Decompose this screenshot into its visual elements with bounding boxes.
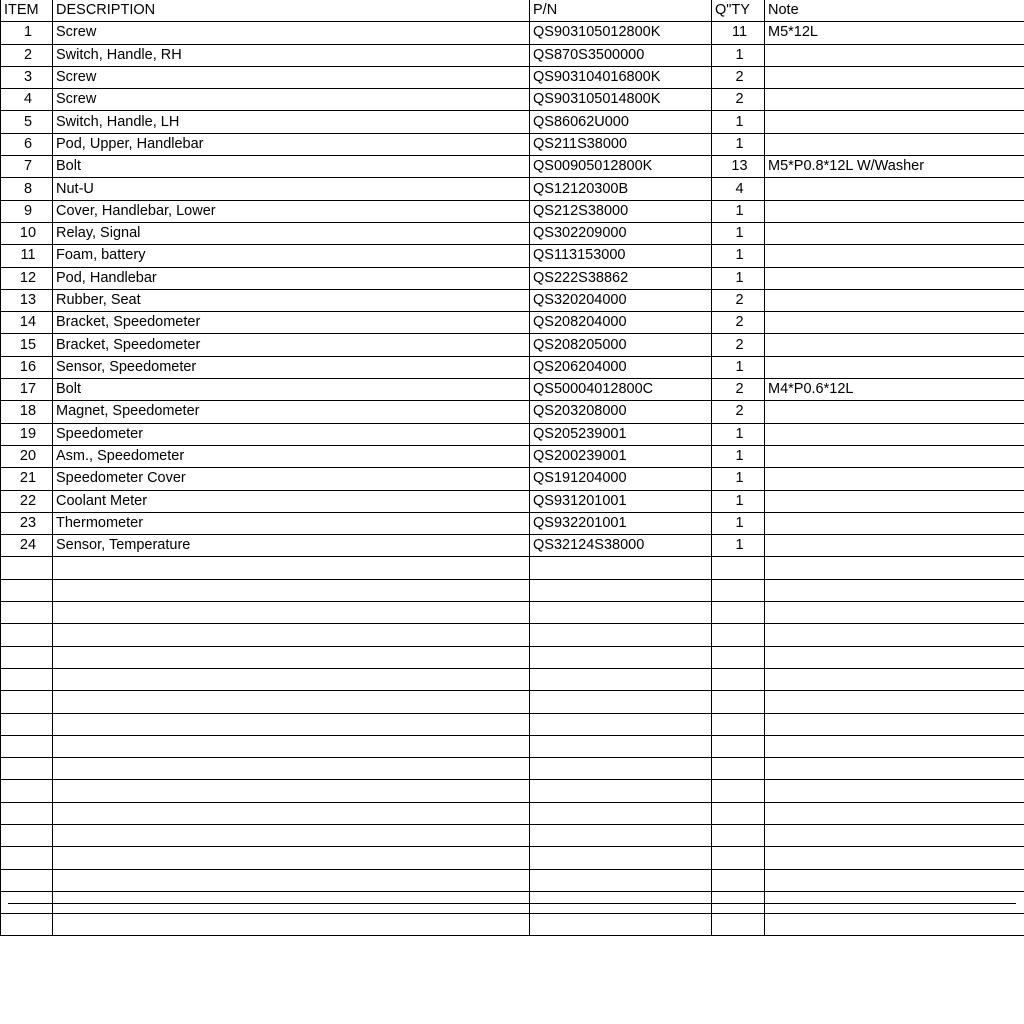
cell-empty: [765, 869, 1024, 891]
table-row: [1, 445, 1024, 467]
cell-empty: [712, 713, 765, 735]
cell-item: 13: [1, 289, 53, 311]
cell-empty: [712, 869, 765, 891]
cell-empty: [765, 579, 1024, 601]
cell-qty: 1: [712, 222, 765, 244]
cell-item: 16: [1, 356, 53, 378]
cell-qty: 2: [712, 401, 765, 423]
cell-pn: QS903105012800K: [530, 22, 712, 44]
cell-description: Magnet, Speedometer: [53, 401, 530, 423]
cell-qty: 2: [712, 289, 765, 311]
cell-empty: [530, 646, 712, 668]
cell-empty: [53, 579, 530, 601]
table-row: [1, 156, 1024, 178]
cell-pn: QS208204000: [530, 312, 712, 334]
table-header-row: [1, 0, 1024, 22]
cell-qty: 1: [712, 490, 765, 512]
cell-empty: [1, 579, 53, 601]
cell-note: [765, 200, 1024, 222]
cell-empty: [1, 824, 53, 846]
cell-note: M5*12L: [765, 22, 1024, 44]
cell-empty: [712, 914, 765, 936]
cell-empty: [53, 602, 530, 624]
cell-description: Bracket, Speedometer: [53, 312, 530, 334]
cell-description: Cover, Handlebar, Lower: [53, 200, 530, 222]
cell-note: [765, 89, 1024, 111]
cell-empty: [530, 914, 712, 936]
cell-empty: [530, 824, 712, 846]
cell-empty: [53, 557, 530, 579]
cell-item: 5: [1, 111, 53, 133]
table-row: [1, 512, 1024, 534]
cell-note: [765, 423, 1024, 445]
table-row: [1, 401, 1024, 423]
cell-empty: [712, 579, 765, 601]
cell-description: Sensor, Speedometer: [53, 356, 530, 378]
cell-empty: [1, 668, 53, 690]
cell-description: Pod, Upper, Handlebar: [53, 133, 530, 155]
table-row: [1, 289, 1024, 311]
table-row: [1, 379, 1024, 401]
cell-pn: QS50004012800C: [530, 379, 712, 401]
column-header-pn: P/N: [530, 0, 712, 22]
cell-empty: [712, 758, 765, 780]
cell-empty: [1, 780, 53, 802]
cell-empty: [1, 557, 53, 579]
cell-description: Sensor, Temperature: [53, 535, 530, 557]
cell-empty: [1, 624, 53, 646]
cell-empty: [765, 646, 1024, 668]
cell-description: Asm., Speedometer: [53, 445, 530, 467]
table-row-empty: [1, 780, 1024, 802]
cell-qty: 1: [712, 535, 765, 557]
cell-note: [765, 535, 1024, 557]
cell-empty: [712, 602, 765, 624]
cell-description: Screw: [53, 66, 530, 88]
cell-pn: QS205239001: [530, 423, 712, 445]
table-row: [1, 133, 1024, 155]
cell-empty: [1, 713, 53, 735]
cell-item: 23: [1, 512, 53, 534]
cell-empty: [53, 646, 530, 668]
cell-qty: 4: [712, 178, 765, 200]
cell-note: [765, 312, 1024, 334]
cell-empty: [1, 691, 53, 713]
cell-empty: [712, 557, 765, 579]
cell-empty: [712, 624, 765, 646]
table-row: [1, 490, 1024, 512]
cell-pn: QS113153000: [530, 245, 712, 267]
column-header-note: Note: [765, 0, 1024, 22]
table-row-empty: [1, 579, 1024, 601]
table-row: [1, 267, 1024, 289]
cell-note: [765, 133, 1024, 155]
cell-item: 22: [1, 490, 53, 512]
cell-description: Rubber, Seat: [53, 289, 530, 311]
cell-qty: 1: [712, 356, 765, 378]
cell-empty: [712, 802, 765, 824]
cell-empty: [765, 824, 1024, 846]
cell-item: 4: [1, 89, 53, 111]
cell-description: Thermometer: [53, 512, 530, 534]
cell-empty: [530, 735, 712, 757]
table-row-empty: [1, 691, 1024, 713]
cell-item: 17: [1, 379, 53, 401]
cell-item: 24: [1, 535, 53, 557]
cell-empty: [712, 780, 765, 802]
cell-qty: 1: [712, 245, 765, 267]
cell-empty: [53, 802, 530, 824]
cell-pn: QS191204000: [530, 468, 712, 490]
cell-empty: [530, 758, 712, 780]
cell-item: 11: [1, 245, 53, 267]
cell-item: 18: [1, 401, 53, 423]
cell-empty: [1, 869, 53, 891]
table-row-empty: [1, 646, 1024, 668]
cell-note: [765, 66, 1024, 88]
cell-empty: [530, 780, 712, 802]
cell-empty: [53, 780, 530, 802]
cell-empty: [765, 602, 1024, 624]
cell-empty: [765, 557, 1024, 579]
cell-empty: [1, 847, 53, 869]
table-row: [1, 245, 1024, 267]
cell-note: M4*P0.6*12L: [765, 379, 1024, 401]
cell-empty: [765, 802, 1024, 824]
cell-qty: 1: [712, 111, 765, 133]
cell-qty: 2: [712, 66, 765, 88]
cell-description: Pod, Handlebar: [53, 267, 530, 289]
table-row-empty: [1, 624, 1024, 646]
cell-qty: 1: [712, 267, 765, 289]
cell-description: Relay, Signal: [53, 222, 530, 244]
cell-pn: QS903105014800K: [530, 89, 712, 111]
cell-item: 7: [1, 156, 53, 178]
cell-description: Switch, Handle, LH: [53, 111, 530, 133]
table-row: [1, 200, 1024, 222]
table-row: [1, 22, 1024, 44]
cell-pn: QS931201001: [530, 490, 712, 512]
cell-item: 14: [1, 312, 53, 334]
cell-qty: 1: [712, 44, 765, 66]
cell-note: [765, 401, 1024, 423]
cell-empty: [530, 713, 712, 735]
cell-pn: QS200239001: [530, 445, 712, 467]
cell-empty: [712, 691, 765, 713]
table-row-empty: [1, 602, 1024, 624]
cell-item: 3: [1, 66, 53, 88]
cell-item: 20: [1, 445, 53, 467]
cell-qty: 1: [712, 200, 765, 222]
cell-empty: [1, 646, 53, 668]
cell-description: Speedometer Cover: [53, 468, 530, 490]
cell-description: Bolt: [53, 156, 530, 178]
cell-empty: [530, 579, 712, 601]
cell-empty: [765, 668, 1024, 690]
cell-empty: [53, 624, 530, 646]
cell-description: Screw: [53, 89, 530, 111]
cell-empty: [530, 802, 712, 824]
cell-note: [765, 222, 1024, 244]
cell-note: [765, 245, 1024, 267]
cell-empty: [530, 691, 712, 713]
cell-pn: QS211S38000: [530, 133, 712, 155]
cell-empty: [765, 847, 1024, 869]
table-row: [1, 535, 1024, 557]
cell-note: [765, 334, 1024, 356]
cell-empty: [53, 914, 530, 936]
cell-pn: QS208205000: [530, 334, 712, 356]
cell-item: 9: [1, 200, 53, 222]
cell-empty: [530, 869, 712, 891]
column-header-qty: Q"TY: [712, 0, 765, 22]
cell-empty: [765, 914, 1024, 936]
cell-empty: [530, 624, 712, 646]
table-row: [1, 111, 1024, 133]
cell-item: 6: [1, 133, 53, 155]
column-header-item: ITEM: [1, 0, 53, 22]
cell-item: 10: [1, 222, 53, 244]
cell-item: 1: [1, 22, 53, 44]
cell-qty: 11: [712, 22, 765, 44]
cell-empty: [53, 824, 530, 846]
cell-qty: 1: [712, 468, 765, 490]
cell-note: M5*P0.8*12L W/Washer: [765, 156, 1024, 178]
cell-description: Bracket, Speedometer: [53, 334, 530, 356]
cell-qty: 1: [712, 133, 765, 155]
cell-qty: 1: [712, 423, 765, 445]
cell-empty: [53, 869, 530, 891]
cell-note: [765, 267, 1024, 289]
table-row: [1, 423, 1024, 445]
table-row-empty: [1, 802, 1024, 824]
cell-empty: [53, 691, 530, 713]
cell-empty: [712, 824, 765, 846]
cell-description: Bolt: [53, 379, 530, 401]
cell-empty: [765, 691, 1024, 713]
cell-empty: [765, 780, 1024, 802]
cell-empty: [765, 735, 1024, 757]
cell-pn: QS00905012800K: [530, 156, 712, 178]
cell-pn: QS932201001: [530, 512, 712, 534]
cell-empty: [1, 758, 53, 780]
cell-pn: QS32124S38000: [530, 535, 712, 557]
cell-empty: [53, 735, 530, 757]
table-row-empty: [1, 914, 1024, 936]
cell-empty: [712, 735, 765, 757]
table-row-empty: [1, 824, 1024, 846]
cell-empty: [1, 914, 53, 936]
cell-empty: [530, 668, 712, 690]
table-row: [1, 44, 1024, 66]
table-row-empty: [1, 713, 1024, 735]
cell-description: Speedometer: [53, 423, 530, 445]
table-row-empty: [1, 758, 1024, 780]
cell-pn: QS302209000: [530, 222, 712, 244]
cell-item: 15: [1, 334, 53, 356]
cell-empty: [765, 758, 1024, 780]
cell-note: [765, 289, 1024, 311]
table-row-empty: [1, 869, 1024, 891]
cell-pn: QS903104016800K: [530, 66, 712, 88]
cell-empty: [1, 802, 53, 824]
cell-qty: 1: [712, 445, 765, 467]
table-row: [1, 334, 1024, 356]
cell-note: [765, 512, 1024, 534]
cell-empty: [530, 602, 712, 624]
cell-pn: QS86062U000: [530, 111, 712, 133]
cell-empty: [1, 602, 53, 624]
table-row: [1, 66, 1024, 88]
cell-empty: [765, 624, 1024, 646]
cell-description: Coolant Meter: [53, 490, 530, 512]
bottom-divider: [8, 903, 1016, 904]
table-row: [1, 89, 1024, 111]
cell-qty: 2: [712, 379, 765, 401]
cell-note: [765, 490, 1024, 512]
cell-qty: 2: [712, 312, 765, 334]
cell-description: Nut-U: [53, 178, 530, 200]
cell-note: [765, 356, 1024, 378]
table-row-empty: [1, 847, 1024, 869]
cell-note: [765, 445, 1024, 467]
cell-empty: [765, 713, 1024, 735]
cell-item: 8: [1, 178, 53, 200]
table-row: [1, 178, 1024, 200]
cell-pn: QS320204000: [530, 289, 712, 311]
table-row-empty: [1, 735, 1024, 757]
cell-empty: [53, 758, 530, 780]
cell-note: [765, 44, 1024, 66]
cell-pn: QS870S3500000: [530, 44, 712, 66]
cell-pn: QS206204000: [530, 356, 712, 378]
cell-qty: 13: [712, 156, 765, 178]
cell-item: 21: [1, 468, 53, 490]
cell-note: [765, 111, 1024, 133]
table-row: [1, 468, 1024, 490]
cell-description: Foam, battery: [53, 245, 530, 267]
cell-pn: QS222S38862: [530, 267, 712, 289]
cell-qty: 2: [712, 89, 765, 111]
cell-empty: [53, 713, 530, 735]
table-row-empty: [1, 668, 1024, 690]
column-header-description: DESCRIPTION: [53, 0, 530, 22]
cell-empty: [53, 847, 530, 869]
cell-qty: 2: [712, 334, 765, 356]
table-row-empty: [1, 557, 1024, 579]
table-row: [1, 356, 1024, 378]
cell-empty: [712, 847, 765, 869]
cell-empty: [530, 557, 712, 579]
cell-qty: 1: [712, 512, 765, 534]
parts-table-body: [1, 0, 1024, 936]
cell-pn: QS212S38000: [530, 200, 712, 222]
cell-pn: QS12120300B: [530, 178, 712, 200]
table-row: [1, 312, 1024, 334]
cell-description: Switch, Handle, RH: [53, 44, 530, 66]
cell-note: [765, 178, 1024, 200]
cell-item: 2: [1, 44, 53, 66]
table-row: [1, 222, 1024, 244]
cell-pn: QS203208000: [530, 401, 712, 423]
cell-empty: [1, 735, 53, 757]
cell-item: 12: [1, 267, 53, 289]
cell-empty: [53, 668, 530, 690]
cell-item: 19: [1, 423, 53, 445]
cell-note: [765, 468, 1024, 490]
cell-empty: [712, 668, 765, 690]
cell-empty: [530, 847, 712, 869]
cell-empty: [712, 646, 765, 668]
cell-description: Screw: [53, 22, 530, 44]
